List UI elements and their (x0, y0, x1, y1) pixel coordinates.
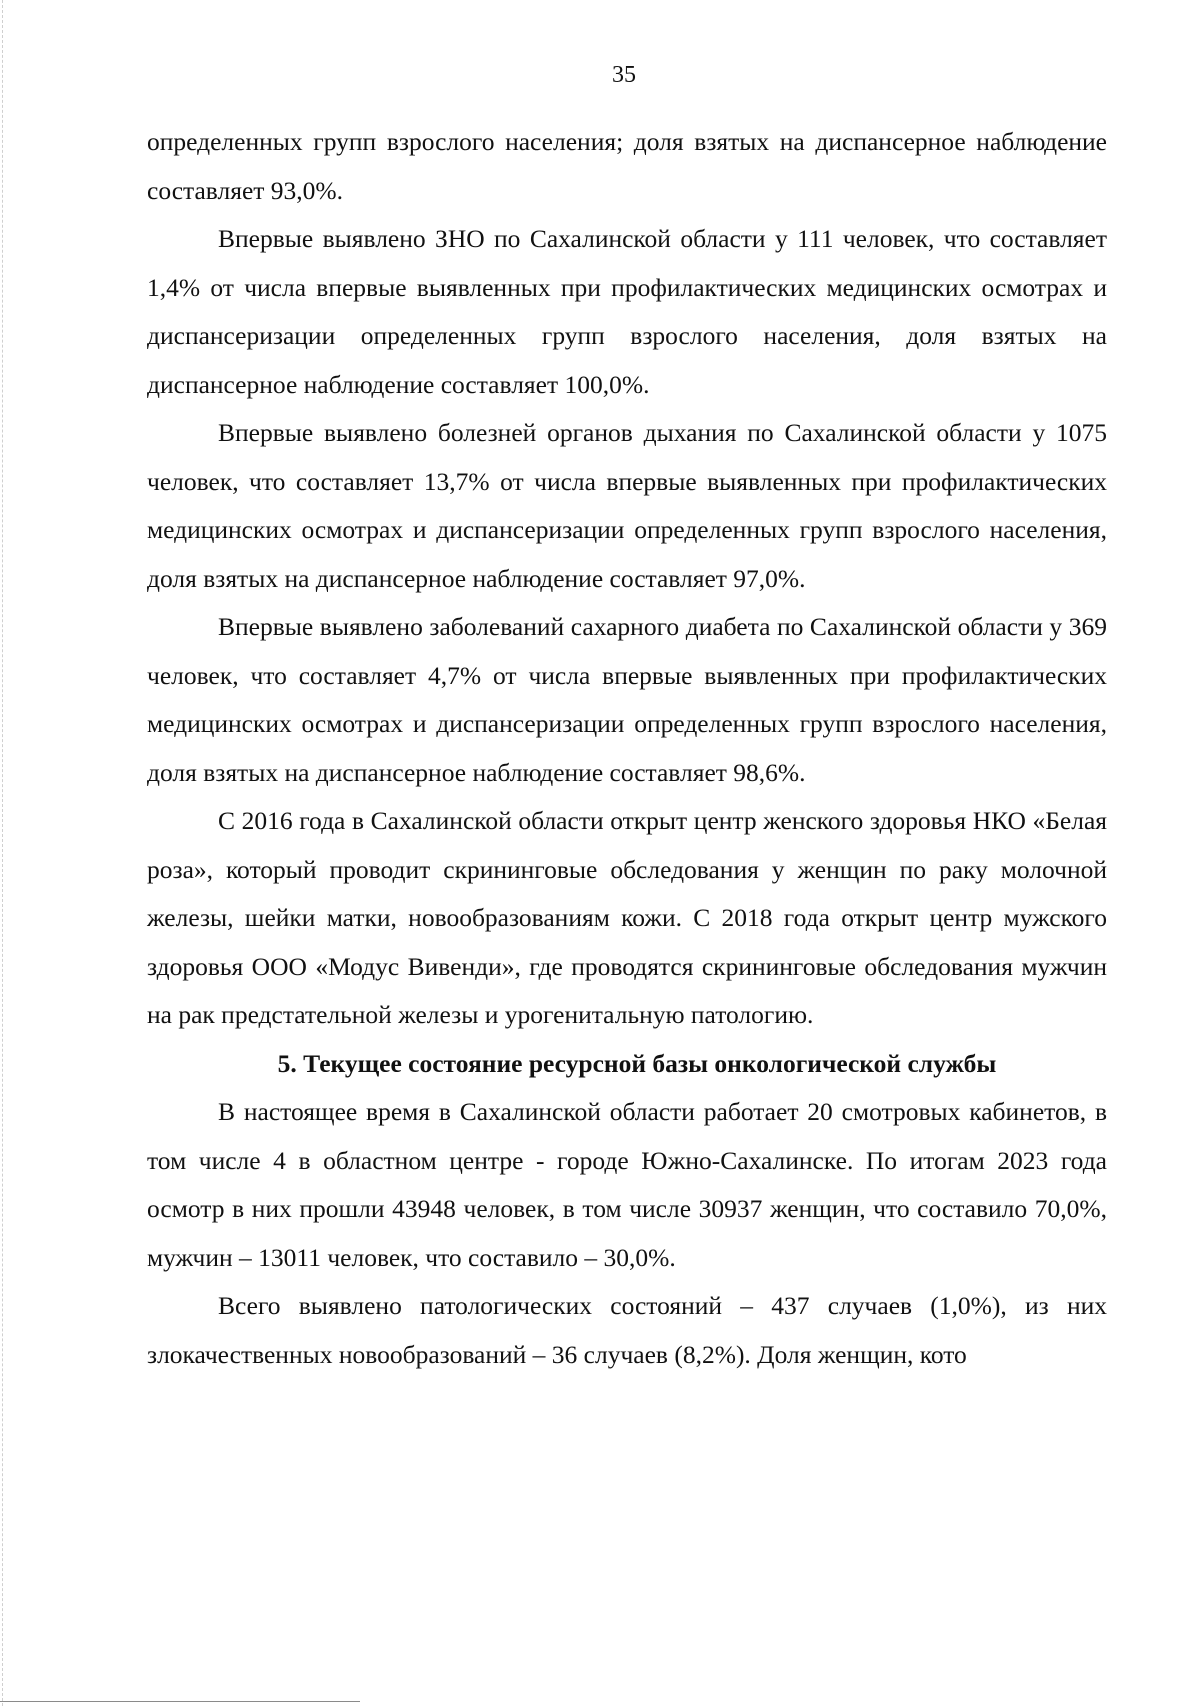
scan-edge-line (2, 0, 4, 1706)
paragraph-continuation: определенных групп взрослого населения; доля взятых на диспансерное наблюдение составляет 93,0%. (147, 127, 1107, 205)
paragraph-pathology: Всего выявлено патологических состояний – 437 случаев (1,0%), из них злокачественных новообразований – 36 случаев (8,2%). Доля женщин, кото (147, 1291, 1107, 1369)
page-number: 35 (612, 62, 636, 88)
paragraph-zno: Впервые выявлено ЗНО по Сахалинской области у 111 человек, что составляет 1,4% от числа впервые выявленных при профилактических медицинских осмотрах и диспансеризации определенных групп взрослого населения, доля взятых на диспансерное наблюдение составляет 100,0%. (147, 224, 1107, 399)
body-text (147, 118, 1107, 1379)
paragraph-diabetes: Впервые выявлено заболеваний сахарного диабета по Сахалинской области у 369 человек, что составляет 4,7% от числа впервые выявленных при профилактических медицинских осмотрах и диспансеризации определенных групп взрослого населения, доля взятых на диспансерное наблюдение составляет 98,6%. (147, 612, 1107, 787)
paragraph-respiratory: Впервые выявлено болезней органов дыхания по Сахалинской области у 1075 человек, что составляет 13,7% от числа впервые выявленных при профилактических медицинских осмотрах и диспансеризации определенных групп взрослого населения, доля взятых на диспансерное наблюдение составляет 97,0%. (147, 418, 1107, 593)
paragraph-health-centers: С 2016 года в Сахалинской области открыт центр женского здоровья НКО «Белая роза», который проводит скрининговые обследования у женщин по раку молочной железы, шейки матки, новообразованиям кожи. С 2018 года открыт центр мужского здоровья ООО «Модус Вивенди», где проводятся скрининговые обследования мужчин на рак предстательной железы и урогенитальную патологию. (147, 806, 1107, 1029)
section-heading: 5. Текущее состояние ресурсной базы онкологической службы (277, 1048, 997, 1078)
paragraph-exam-rooms: В настоящее время в Сахалинской области работает 20 смотровых кабинетов, в том числе 4 в областном центре - городе Южно-Сахалинске. По итогам 2023 года осмотр в них прошли 43948 человек, в том числе 30937 женщин, что составило 70,0%, мужчин – 13011 человек, что составило – 30,0%. (147, 1097, 1107, 1272)
scan-bottom-line (0, 1701, 360, 1702)
